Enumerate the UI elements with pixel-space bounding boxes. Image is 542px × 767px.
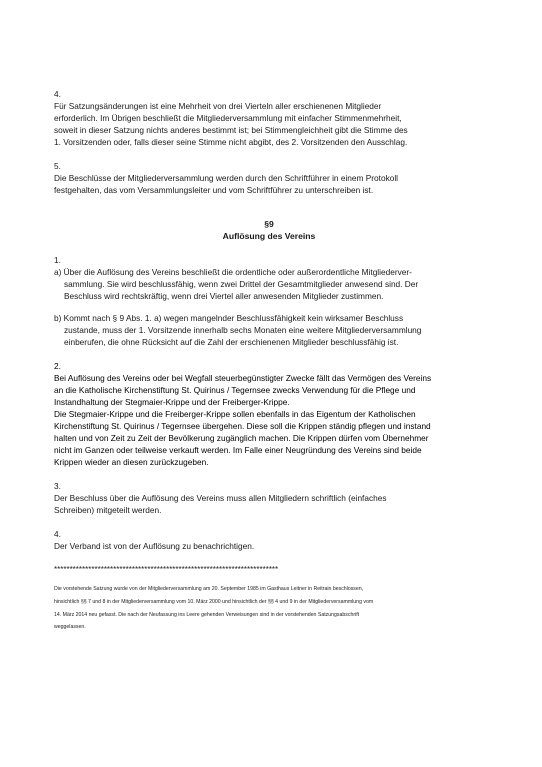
- text-line: erforderlich. Im Übrigen beschließt die Mitgliederversammlung mit einfacher Stimmenmehrheit,: [54, 113, 402, 123]
- clause-b-line: b) Kommt nach § 9 Abs. 1. a) wegen mangelnder Beschlussfähigkeit kein wirksamer Beschluss: [54, 313, 404, 323]
- clause-a-line: a) Über die Auflösung des Vereins beschließt die ordentliche oder außerordentliche Mitgliederver-: [54, 267, 412, 277]
- section-number: 1.: [54, 255, 61, 265]
- section-number: 4.: [54, 529, 61, 539]
- text-line: an die Katholische Kirchenstiftung St. Quirinus / Tegernsee zwecks Verwendung für die Pflege und: [54, 385, 416, 395]
- section-number: 3.: [54, 481, 61, 491]
- text-line: Schreiben) mitgeteilt werden.: [54, 505, 162, 515]
- text-line: Instandhaltung der Stegmaier-Krippe und der Freiberger-Krippe.: [54, 397, 290, 407]
- footnote-line: weggelassen.: [54, 624, 86, 631]
- section-9-2: [54, 360, 484, 468]
- section-9-3: [54, 480, 484, 516]
- section-9-4: [54, 528, 484, 552]
- clause-b-line: zustande, muss der 1. Vorsitzende innerhalb sechs Monaten eine weitere Mitgliederversammlung: [64, 325, 422, 335]
- section-number: 2.: [54, 361, 61, 371]
- text-line: Kirchenstiftung St. Quirinus / Tegernsee übergehen. Diese soll die Krippen ständig pflegen und instand: [54, 421, 431, 431]
- clause-a-line: Beschluss wird rechtskräftig, wenn drei Viertel aller anwesenden Mitglieder zustimmen.: [64, 291, 384, 301]
- section-5-protocol: [54, 160, 484, 196]
- text-line: soweit in dieser Satzung nichts anderes bestimmt ist; bei Stimmengleichheit gibt die Stimme des: [54, 125, 408, 135]
- text-line: nicht im Ganzen oder teilweise verkauft werden. Im Falle einer Neugründung des Vereins sind beide: [54, 445, 422, 455]
- clause-b-line: einberufen, die ohne Rücksicht auf die Zahl der erschienenen Mitglieder beschlussfähig ist.: [64, 337, 399, 347]
- footnote-line: 14. März 2014 neu gefasst. Die nach der Neufassung ins Leere gehenden Verweisungen sind in der vorstehenden Satzungsabschrift: [54, 611, 360, 618]
- text-line: Bei Auflösung des Vereins oder bei Wegfall steuerbegünstigter Zwecke fällt das Vermögen des Vereins: [54, 373, 432, 383]
- paragraph-number: §9: [264, 219, 274, 229]
- footnote-line: Die vorstehende Satzung wurde von der Mitgliederversammlung am 20. September 1985 im Gasthaus Leitner in Reitrain beschlossen,: [54, 586, 364, 592]
- footnote-line: hinsichtlich §§ 7 und 8 in der Mitgliederversammlung vom 10. März 2000 und hinsichtlich der §§ 4 und 9 in der Mitgliederversammlung vom: [54, 598, 374, 605]
- asterisk-separator: ************************************************************************: [54, 565, 279, 574]
- document-content: [54, 88, 484, 637]
- text-line: festgehalten, das vom Versammlungsleiter und vom Schriftführer zu unterschreiben ist.: [54, 185, 374, 195]
- paragraph-title: Auflösung des Vereins: [222, 231, 316, 241]
- text-line: Für Satzungsänderungen ist eine Mehrheit von drei Vierteln aller erschienenen Mitglieder: [54, 101, 382, 111]
- section-4-amendments: [54, 88, 484, 148]
- section-number: 4.: [54, 89, 61, 99]
- section-9-1: [54, 254, 484, 348]
- text-line: Die Stegmaier-Krippe und die Freiberger-Krippe sollen ebenfalls in das Eigentum der Katholischen: [54, 409, 416, 419]
- text-line: Der Beschluss über die Auflösung des Vereins muss allen Mitgliedern schriftlich (einfaches: [54, 493, 387, 503]
- text-line: halten und von Zeit zu Zeit der Bevölkerung zugänglich machen. Die Krippen dürfen vom Übernehmer: [54, 433, 429, 443]
- footnote: [54, 586, 484, 632]
- text-line: Der Verband ist von der Auflösung zu benachrichtigen.: [54, 541, 255, 551]
- section-number: 5.: [54, 161, 61, 171]
- clause-a-line: sammlung. Sie wird beschlussfähig, wenn zwei Drittel der Gesamtmitglieder anwesend sind. Der: [64, 279, 419, 289]
- text-line: Krippen wieder an diesen zurückzugeben.: [54, 457, 209, 467]
- text-line: Die Beschlüsse der Mitgliederversammlung werden durch den Schriftführer in einem Protokoll: [54, 173, 399, 183]
- text-line: 1. Vorsitzenden oder, falls dieser seine Stimme nicht abgibt, des 2. Vorsitzenden den Ausschlag.: [54, 137, 408, 147]
